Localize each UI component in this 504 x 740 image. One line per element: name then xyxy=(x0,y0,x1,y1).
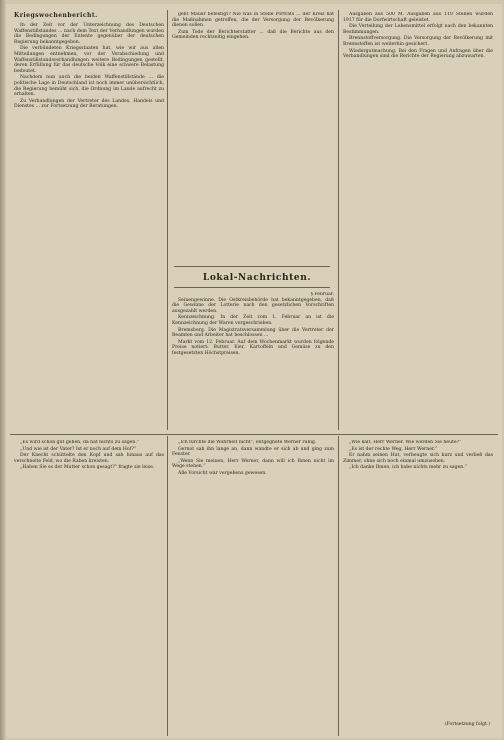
column-rule-4 xyxy=(338,436,339,736)
feuilleton-paragraph: Gernot sah ihn lange an, dann wandte er sich ab und ging zum Fenster. xyxy=(172,446,334,458)
feuilleton-paragraph: „Ich danke Ihnen, ich habe nichts mehr zu sagen.“ xyxy=(349,465,468,471)
news-item: Markt vom 12. Februar. Auf dem Wochenmarkt wurden folgende Preise notiert: Butter, Eier, Kartoffeln und Gemüse zu den festgesetzten Höchstpreisen. xyxy=(172,339,334,356)
section-title-lokal: Lokal-Nachrichten. xyxy=(202,273,312,283)
feuilleton-paragraph: Alle Vorsicht war vergebens gewesen. xyxy=(178,470,267,476)
column-rule-3 xyxy=(167,436,168,736)
feuilleton-paragraph: „Wie kalt, Herr Werner. Wie werden Sie heute?“ xyxy=(349,440,462,445)
article-paragraph: Zu Verhandlungen der Vertreter des Landes, Handels und Dienstes ... zur Fortsetzung der Beratungen. xyxy=(14,98,164,110)
section-lokales xyxy=(172,292,334,430)
news-item: Bremsberg. Die Magistratsversammlung über die Vertreter der Beamten und Arbeiter hat beschlossen ... xyxy=(172,327,334,339)
article-title: Kriegswochenbericht. xyxy=(14,12,98,19)
article-paragraph: Brennstoffversorgung. Die Versorgung der Bevölkerung mit Brennstoffen ist weiterhin gesichert. xyxy=(343,36,493,47)
column-rule-1 xyxy=(167,10,168,430)
article-paragraph: Ausgaben aus 500 M. Ausgaben aus 110 Stellen wurden 1917 für die Dorfwirtschaft geleistet. xyxy=(343,12,493,23)
news-item: Seinengewinne. Die Ostkreisbehörde hat bekanntgegeben, daß die Gewinne der Lotterie nach den gesetzlichen Vorschriften ausgezahlt werden. xyxy=(172,297,334,314)
article-paragraph: Die Verteilung der Lebensmittel erfolgt nach den bekannten Bestimmungen. xyxy=(343,24,493,35)
feuilleton-paragraph: „Es wird schon gut gehen, da hat nichts zu sagen.“ xyxy=(20,440,140,445)
article-kriegswochenbericht xyxy=(14,12,164,430)
column-rule-2 xyxy=(338,10,339,430)
feuilleton-paragraph: „Wenn Sie meinen, Herr Werner, dann will ich Ihnen nicht im Wege stehen.“ xyxy=(172,458,334,470)
feuilleton-left xyxy=(14,440,164,734)
article-paragraph: Nachdem nun auch die beiden Waffenstillstände ... die politische Lage in Deutschland ist noch immer unübersichtlich, die Regierung bemüht sich, die Ordnung im Lande aufrecht zu erhalten. xyxy=(14,75,164,98)
lokales-top-rule xyxy=(174,266,330,267)
article-paragraph: Die verbündeten Kriegsstaaten hat, wie wir aus allen Mitteilungen entnehmen, vor der Verabschiedung und Waffenstillstandsverhandlungen weitere Bedingungen gestellt, deren Erfüllung für das deutsche Volk eine schwere Belastung bedeutet. xyxy=(14,46,164,74)
news-item: Kennzeichnung. In der Zeit vom 1. Februar an ist die Kennzeichnung der Waren vorgeschrieben. xyxy=(172,315,334,326)
article-paragraph: geht Mauer befestigt? Nie was in Stelle Porträts ... der Kreis hat die Maßnahmen getroffen, die der Versorgung der Bevölkerung dienen sollen. xyxy=(172,12,334,29)
feuilleton-middle xyxy=(172,440,334,734)
lokales-bottom-rule xyxy=(174,287,330,288)
article-right-top xyxy=(343,12,493,430)
article-paragraph: In der Zeit vor der Unterzeichnung des Deutschen Waffenstillstandes ... nach dem Text der Verhandlungen wurden die Bedingungen der Entente gegenüber der deutschen Regierung bekanntgegeben. xyxy=(14,23,164,45)
feuilleton-paragraph: „Haben Sie es der Mutter schon gesagt?“ fragte sie leise. xyxy=(20,465,155,471)
feuilleton-rule xyxy=(10,434,498,435)
newspaper-page xyxy=(6,4,502,738)
article-paragraph: Zum Tode der Berichterstatter ... daß die Berichte aus den Gemeinden rechtzeitig eingehen. xyxy=(172,29,334,41)
feuilleton-right xyxy=(343,440,493,720)
feuilleton-paragraph: Er nahm seinen Hut, verbeugte sich kurz und verließ das Zimmer, ohne sich noch einmal umzusehen. xyxy=(343,453,493,464)
dateline: § Februar. xyxy=(310,292,334,297)
continuation-note: (Fortsetzung folgt.) xyxy=(444,722,490,727)
feuilleton-paragraph: Der Knecht schüttelte den Kopf und sah hinaus auf das verschneite Feld, wo die Raben kreisten. xyxy=(14,453,164,464)
article-paragraph: Wiedergutmachung. Bei den Fragen und Anfragen über die Verhandlungen sind die Berichte der Regierung abzuwarten. xyxy=(343,48,493,60)
feuilleton-paragraph: „Ich fürchte die Wahrheit nicht“, entgegnete Werner ruhig. xyxy=(178,440,317,445)
feuilleton-paragraph: „Und wie ist der Vater? Ist er noch auf dem Hof?“ xyxy=(20,446,137,452)
article-middle-top xyxy=(172,12,334,262)
feuilleton-paragraph: „Es ist der rechte Weg, Herr Werner.“ xyxy=(349,446,438,452)
